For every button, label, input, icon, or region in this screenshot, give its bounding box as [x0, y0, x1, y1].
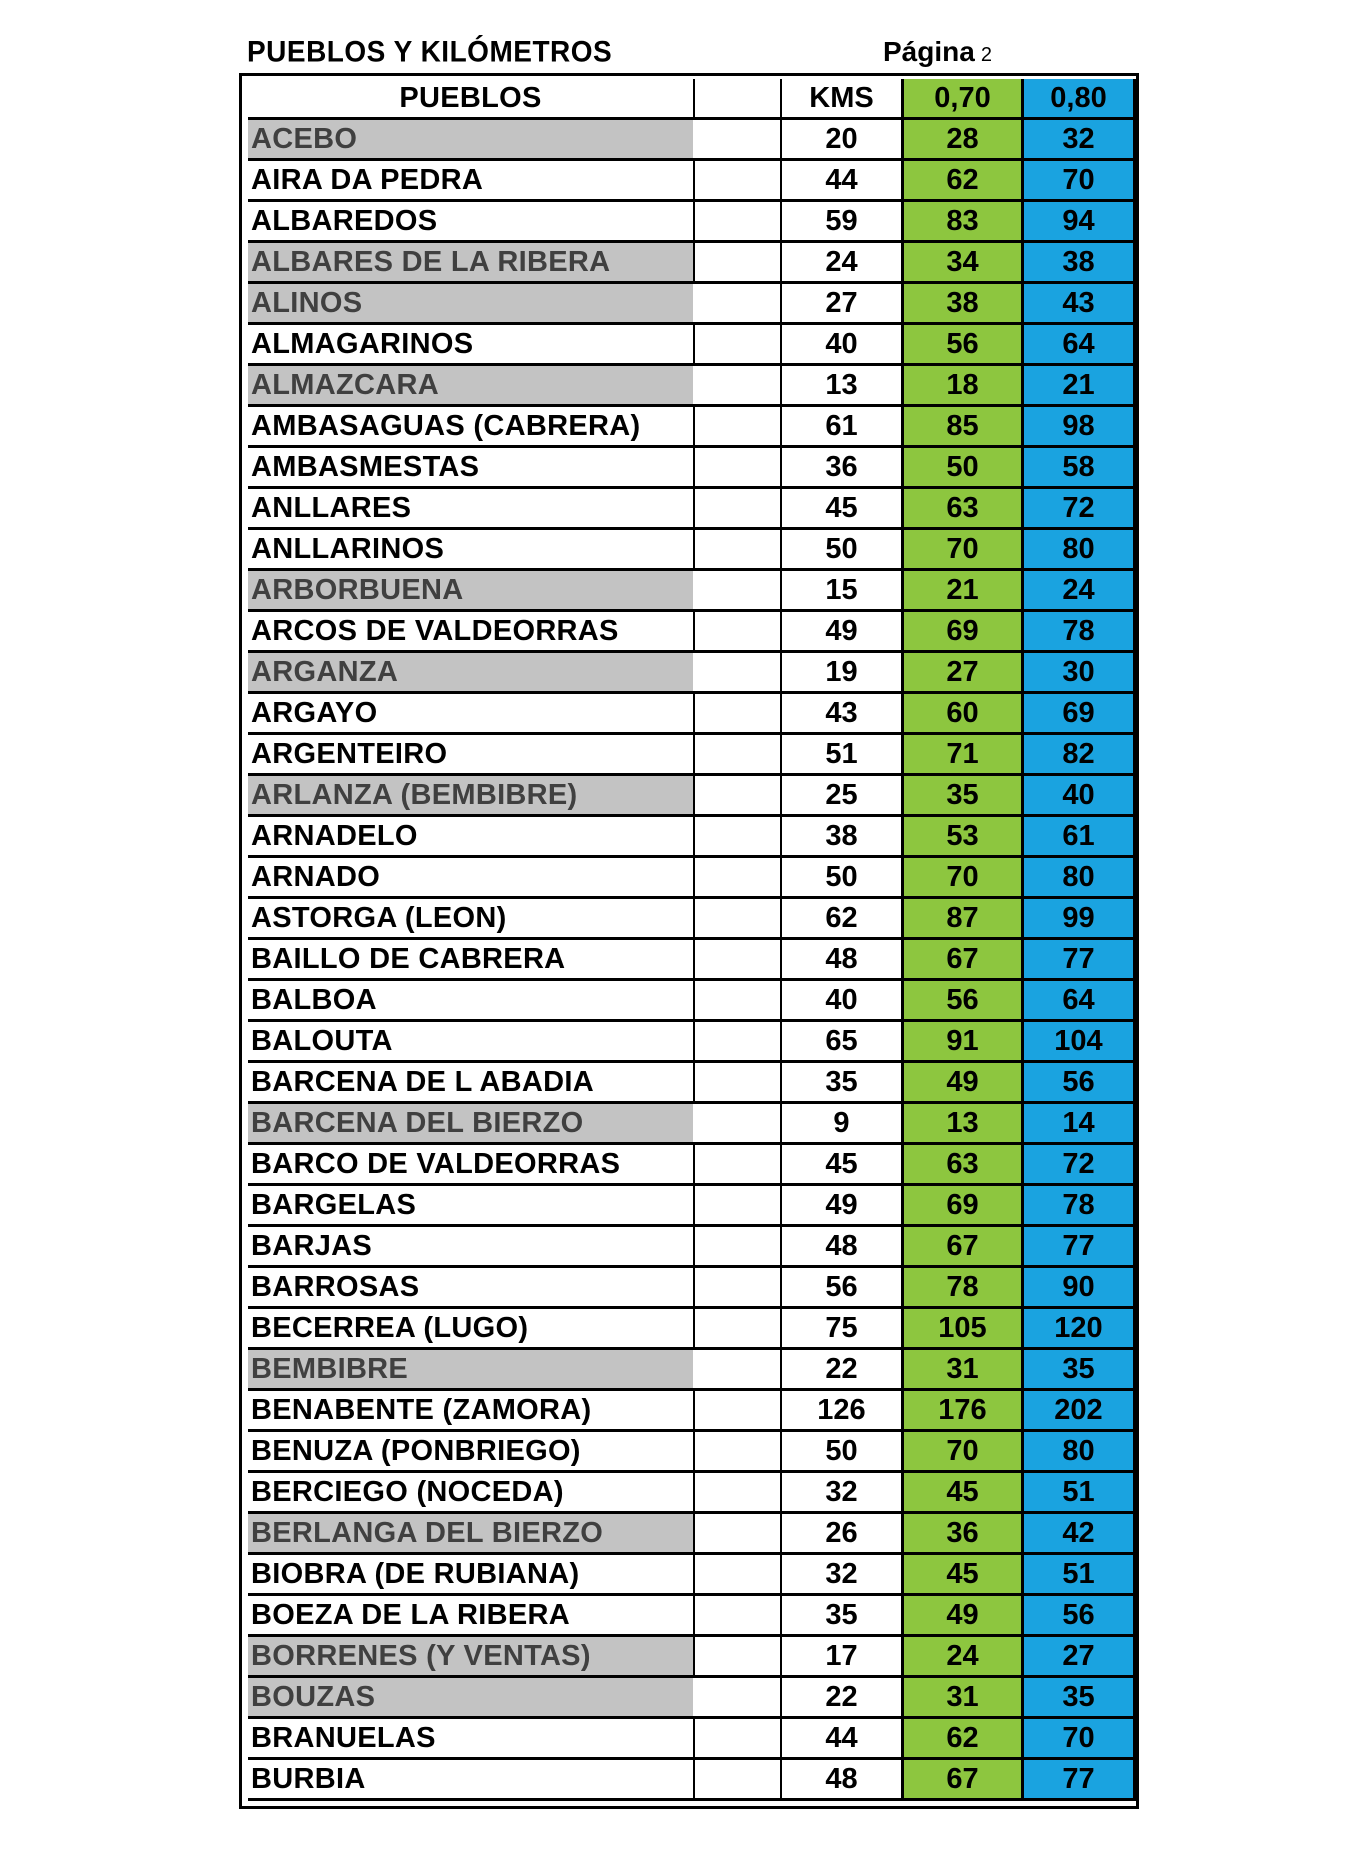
kms-cell: 26 — [780, 1514, 901, 1555]
rate-070-cell: 63 — [901, 1145, 1021, 1186]
table-row — [248, 776, 1130, 817]
town-name-cell: ASTORGA (LEON) — [248, 899, 693, 940]
table-row — [248, 284, 1130, 325]
table-row — [248, 612, 1130, 653]
rate-070-cell: 38 — [901, 284, 1021, 325]
table-row — [248, 1022, 1130, 1063]
blank-cell — [693, 1350, 780, 1391]
rate-070-cell: 70 — [901, 1432, 1021, 1473]
rate-080-cell: 40 — [1021, 776, 1136, 817]
kms-cell: 40 — [780, 981, 901, 1022]
town-name-cell: BARGELAS — [248, 1186, 693, 1227]
page-header — [247, 36, 1142, 76]
blank-cell — [693, 1186, 780, 1227]
rate-080-cell: 61 — [1021, 817, 1136, 858]
kms-cell: 61 — [780, 407, 901, 448]
rate-070-cell: 18 — [901, 366, 1021, 407]
rate-070-cell: 56 — [901, 325, 1021, 366]
town-name-cell: BORRENES (Y VENTAS) — [248, 1637, 693, 1678]
blank-cell — [693, 981, 780, 1022]
blank-cell — [693, 161, 780, 202]
table-row — [248, 1309, 1130, 1350]
kms-cell: 50 — [780, 530, 901, 571]
table-row — [248, 940, 1130, 981]
town-name-cell: ALBARES DE LA RIBERA — [248, 243, 693, 284]
column-header-kms: KMS — [780, 79, 901, 120]
blank-cell — [693, 120, 780, 161]
rate-080-cell: 82 — [1021, 735, 1136, 776]
blank-cell — [693, 1760, 780, 1801]
rate-080-cell: 70 — [1021, 161, 1136, 202]
rate-070-cell: 62 — [901, 1719, 1021, 1760]
blank-cell — [693, 694, 780, 735]
town-name-cell: ARGAYO — [248, 694, 693, 735]
blank-cell — [693, 202, 780, 243]
rate-080-cell: 24 — [1021, 571, 1136, 612]
table-row — [248, 366, 1130, 407]
column-header-pueblos: PUEBLOS — [248, 79, 693, 120]
rate-080-cell: 90 — [1021, 1268, 1136, 1309]
blank-cell — [693, 571, 780, 612]
rate-070-cell: 31 — [901, 1678, 1021, 1719]
table-row — [248, 1596, 1130, 1637]
blank-cell — [693, 1473, 780, 1514]
town-name-cell: ARBORBUENA — [248, 571, 693, 612]
rate-070-cell: 53 — [901, 817, 1021, 858]
rate-080-cell: 99 — [1021, 899, 1136, 940]
table-row — [248, 1678, 1130, 1719]
rate-080-cell: 94 — [1021, 202, 1136, 243]
blank-cell — [693, 1309, 780, 1350]
blank-cell — [693, 940, 780, 981]
rate-070-cell: 63 — [901, 489, 1021, 530]
table-row — [248, 1637, 1130, 1678]
kms-cell: 9 — [780, 1104, 901, 1145]
rate-070-cell: 78 — [901, 1268, 1021, 1309]
town-name-cell: BARCO DE VALDEORRAS — [248, 1145, 693, 1186]
blank-cell — [693, 1432, 780, 1473]
town-name-cell: BERLANGA DEL BIERZO — [248, 1514, 693, 1555]
rate-070-cell: 27 — [901, 653, 1021, 694]
rate-080-cell: 35 — [1021, 1678, 1136, 1719]
kms-cell: 62 — [780, 899, 901, 940]
blank-cell — [693, 366, 780, 407]
town-name-cell: BENABENTE (ZAMORA) — [248, 1391, 693, 1432]
blank-cell — [693, 530, 780, 571]
rate-080-cell: 72 — [1021, 1145, 1136, 1186]
blank-cell — [693, 325, 780, 366]
table-row — [248, 817, 1130, 858]
blank-cell — [693, 489, 780, 530]
table-row — [248, 571, 1130, 612]
table-row — [248, 243, 1130, 284]
rate-080-cell: 58 — [1021, 448, 1136, 489]
kms-cell: 15 — [780, 571, 901, 612]
page-label — [883, 36, 992, 68]
rate-080-cell: 77 — [1021, 940, 1136, 981]
table-row — [248, 120, 1130, 161]
rate-070-cell: 60 — [901, 694, 1021, 735]
table-row — [248, 1186, 1130, 1227]
table-row — [248, 161, 1130, 202]
rate-080-cell: 14 — [1021, 1104, 1136, 1145]
kms-cell: 25 — [780, 776, 901, 817]
town-name-cell: BIOBRA (DE RUBIANA) — [248, 1555, 693, 1596]
kms-cell: 40 — [780, 325, 901, 366]
town-name-cell: AMBASMESTAS — [248, 448, 693, 489]
town-name-cell: ANLLARINOS — [248, 530, 693, 571]
rate-070-cell: 69 — [901, 1186, 1021, 1227]
kms-cell: 75 — [780, 1309, 901, 1350]
rate-070-cell: 36 — [901, 1514, 1021, 1555]
rate-070-cell: 34 — [901, 243, 1021, 284]
table-row — [248, 694, 1130, 735]
town-name-cell: ALMAZCARA — [248, 366, 693, 407]
town-name-cell: BARROSAS — [248, 1268, 693, 1309]
rate-070-cell: 49 — [901, 1063, 1021, 1104]
kms-cell: 13 — [780, 366, 901, 407]
town-name-cell: ARGENTEIRO — [248, 735, 693, 776]
blank-cell — [693, 1063, 780, 1104]
rate-070-cell: 45 — [901, 1473, 1021, 1514]
rate-080-cell: 51 — [1021, 1473, 1136, 1514]
blank-cell — [693, 1268, 780, 1309]
table-row — [248, 981, 1130, 1022]
table-row — [248, 1719, 1130, 1760]
table-row — [248, 489, 1130, 530]
rate-070-cell: 13 — [901, 1104, 1021, 1145]
rate-070-cell: 105 — [901, 1309, 1021, 1350]
table-row — [248, 1227, 1130, 1268]
kms-cell: 22 — [780, 1350, 901, 1391]
table-row — [248, 1104, 1130, 1145]
rate-070-cell: 67 — [901, 1760, 1021, 1801]
rate-070-cell: 70 — [901, 530, 1021, 571]
kms-cell: 56 — [780, 1268, 901, 1309]
rate-070-cell: 83 — [901, 202, 1021, 243]
town-name-cell: BURBIA — [248, 1760, 693, 1801]
table-header-row — [248, 79, 1130, 120]
blank-cell — [693, 1555, 780, 1596]
town-name-cell: BERCIEGO (NOCEDA) — [248, 1473, 693, 1514]
column-header-blank — [693, 79, 780, 120]
rate-070-cell: 31 — [901, 1350, 1021, 1391]
rate-080-cell: 77 — [1021, 1760, 1136, 1801]
kms-cell: 35 — [780, 1063, 901, 1104]
rate-070-cell: 85 — [901, 407, 1021, 448]
kms-cell: 45 — [780, 1145, 901, 1186]
rate-080-cell: 51 — [1021, 1555, 1136, 1596]
table-row — [248, 1760, 1130, 1801]
rate-070-cell: 21 — [901, 571, 1021, 612]
blank-cell — [693, 653, 780, 694]
town-name-cell: BOEZA DE LA RIBERA — [248, 1596, 693, 1637]
rate-070-cell: 87 — [901, 899, 1021, 940]
rate-080-cell: 80 — [1021, 858, 1136, 899]
town-name-cell: ARCOS DE VALDEORRAS — [248, 612, 693, 653]
rate-070-cell: 49 — [901, 1596, 1021, 1637]
rate-080-cell: 78 — [1021, 1186, 1136, 1227]
rate-080-cell: 78 — [1021, 612, 1136, 653]
table-row — [248, 202, 1130, 243]
blank-cell — [693, 1678, 780, 1719]
kms-cell: 50 — [780, 858, 901, 899]
rate-080-cell: 35 — [1021, 1350, 1136, 1391]
rate-070-cell: 28 — [901, 120, 1021, 161]
table-row — [248, 899, 1130, 940]
blank-cell — [693, 776, 780, 817]
table-row — [248, 1391, 1130, 1432]
blank-cell — [693, 1637, 780, 1678]
blank-cell — [693, 1719, 780, 1760]
kms-cell: 44 — [780, 161, 901, 202]
rate-070-cell: 62 — [901, 161, 1021, 202]
rate-080-cell: 77 — [1021, 1227, 1136, 1268]
kms-cell: 45 — [780, 489, 901, 530]
town-name-cell: ARLANZA (BEMBIBRE) — [248, 776, 693, 817]
kms-cell: 43 — [780, 694, 901, 735]
blank-cell — [693, 1227, 780, 1268]
rate-080-cell: 70 — [1021, 1719, 1136, 1760]
rate-070-cell: 71 — [901, 735, 1021, 776]
rate-080-cell: 32 — [1021, 120, 1136, 161]
rate-080-cell: 69 — [1021, 694, 1136, 735]
kms-cell: 20 — [780, 120, 901, 161]
rate-070-cell: 70 — [901, 858, 1021, 899]
rate-080-cell: 30 — [1021, 653, 1136, 694]
blank-cell — [693, 1391, 780, 1432]
town-name-cell: AMBASAGUAS (CABRERA) — [248, 407, 693, 448]
kms-cell: 32 — [780, 1555, 901, 1596]
blank-cell — [693, 899, 780, 940]
town-name-cell: BALBOA — [248, 981, 693, 1022]
blank-cell — [693, 407, 780, 448]
blank-cell — [693, 1596, 780, 1637]
blank-cell — [693, 858, 780, 899]
kms-cell: 59 — [780, 202, 901, 243]
town-name-cell: BALOUTA — [248, 1022, 693, 1063]
town-name-cell: ACEBO — [248, 120, 693, 161]
table-row — [248, 1555, 1130, 1596]
table-row — [248, 1350, 1130, 1391]
town-name-cell: ALINOS — [248, 284, 693, 325]
town-name-cell: BEMBIBRE — [248, 1350, 693, 1391]
rate-080-cell: 202 — [1021, 1391, 1136, 1432]
blank-cell — [693, 448, 780, 489]
rate-080-cell: 56 — [1021, 1596, 1136, 1637]
rate-070-cell: 35 — [901, 776, 1021, 817]
blank-cell — [693, 612, 780, 653]
blank-cell — [693, 735, 780, 776]
town-name-cell: BARJAS — [248, 1227, 693, 1268]
town-name-cell: BOUZAS — [248, 1678, 693, 1719]
kms-cell: 22 — [780, 1678, 901, 1719]
town-name-cell: ALMAGARINOS — [248, 325, 693, 366]
page-label-text: Página — [883, 36, 975, 67]
rate-080-cell: 72 — [1021, 489, 1136, 530]
town-name-cell: ARNADO — [248, 858, 693, 899]
rate-070-cell: 91 — [901, 1022, 1021, 1063]
kms-cell: 49 — [780, 612, 901, 653]
blank-cell — [693, 284, 780, 325]
rate-080-cell: 98 — [1021, 407, 1136, 448]
kms-cell: 36 — [780, 448, 901, 489]
table-row — [248, 1145, 1130, 1186]
town-name-cell: BRANUELAS — [248, 1719, 693, 1760]
rate-080-cell: 43 — [1021, 284, 1136, 325]
table-row — [248, 448, 1130, 489]
kms-cell: 32 — [780, 1473, 901, 1514]
kms-cell: 48 — [780, 940, 901, 981]
table-row — [248, 1268, 1130, 1309]
town-name-cell: BARCENA DEL BIERZO — [248, 1104, 693, 1145]
rate-080-cell: 64 — [1021, 325, 1136, 366]
rate-070-cell: 69 — [901, 612, 1021, 653]
table-row — [248, 735, 1130, 776]
town-name-cell: BARCENA DE L ABADIA — [248, 1063, 693, 1104]
blank-cell — [693, 1145, 780, 1186]
kms-cell: 50 — [780, 1432, 901, 1473]
table-row — [248, 1432, 1130, 1473]
rate-080-cell: 27 — [1021, 1637, 1136, 1678]
kms-cell: 44 — [780, 1719, 901, 1760]
rate-070-cell: 24 — [901, 1637, 1021, 1678]
blank-cell — [693, 243, 780, 284]
kms-cell: 48 — [780, 1227, 901, 1268]
rate-070-cell: 67 — [901, 940, 1021, 981]
town-name-cell: BECERREA (LUGO) — [248, 1309, 693, 1350]
kms-cell: 51 — [780, 735, 901, 776]
table-row — [248, 653, 1130, 694]
rate-080-cell: 104 — [1021, 1022, 1136, 1063]
blank-cell — [693, 1514, 780, 1555]
rate-080-cell: 80 — [1021, 1432, 1136, 1473]
kms-cell: 19 — [780, 653, 901, 694]
rate-070-cell: 176 — [901, 1391, 1021, 1432]
distance-table — [239, 73, 1139, 1809]
kms-cell: 65 — [780, 1022, 901, 1063]
town-name-cell: ARGANZA — [248, 653, 693, 694]
rate-080-cell: 64 — [1021, 981, 1136, 1022]
rate-070-cell: 45 — [901, 1555, 1021, 1596]
town-name-cell: ANLLARES — [248, 489, 693, 530]
column-header-rate-080: 0,80 — [1021, 79, 1136, 120]
page-number: 2 — [980, 44, 992, 66]
rate-080-cell: 120 — [1021, 1309, 1136, 1350]
rate-080-cell: 38 — [1021, 243, 1136, 284]
kms-cell: 126 — [780, 1391, 901, 1432]
kms-cell: 24 — [780, 243, 901, 284]
table-row — [248, 858, 1130, 899]
town-name-cell: ALBAREDOS — [248, 202, 693, 243]
kms-cell: 17 — [780, 1637, 901, 1678]
blank-cell — [693, 817, 780, 858]
rate-070-cell: 56 — [901, 981, 1021, 1022]
document-title: PUEBLOS Y KILÓMETROS — [247, 35, 613, 68]
blank-cell — [693, 1022, 780, 1063]
table-row — [248, 407, 1130, 448]
kms-cell: 27 — [780, 284, 901, 325]
kms-cell: 48 — [780, 1760, 901, 1801]
kms-cell: 49 — [780, 1186, 901, 1227]
rate-080-cell: 21 — [1021, 366, 1136, 407]
table-row — [248, 1063, 1130, 1104]
blank-cell — [693, 1104, 780, 1145]
kms-cell: 35 — [780, 1596, 901, 1637]
table-row — [248, 325, 1130, 366]
town-name-cell: BAILLO DE CABRERA — [248, 940, 693, 981]
kms-cell: 38 — [780, 817, 901, 858]
rate-070-cell: 50 — [901, 448, 1021, 489]
rate-080-cell: 80 — [1021, 530, 1136, 571]
table-row — [248, 530, 1130, 571]
rate-070-cell: 67 — [901, 1227, 1021, 1268]
table-row — [248, 1473, 1130, 1514]
rate-080-cell: 56 — [1021, 1063, 1136, 1104]
town-name-cell: BENUZA (PONBRIEGO) — [248, 1432, 693, 1473]
table-row — [248, 1514, 1130, 1555]
town-name-cell: AIRA DA PEDRA — [248, 161, 693, 202]
column-header-rate-070: 0,70 — [901, 79, 1021, 120]
town-name-cell: ARNADELO — [248, 817, 693, 858]
rate-080-cell: 42 — [1021, 1514, 1136, 1555]
